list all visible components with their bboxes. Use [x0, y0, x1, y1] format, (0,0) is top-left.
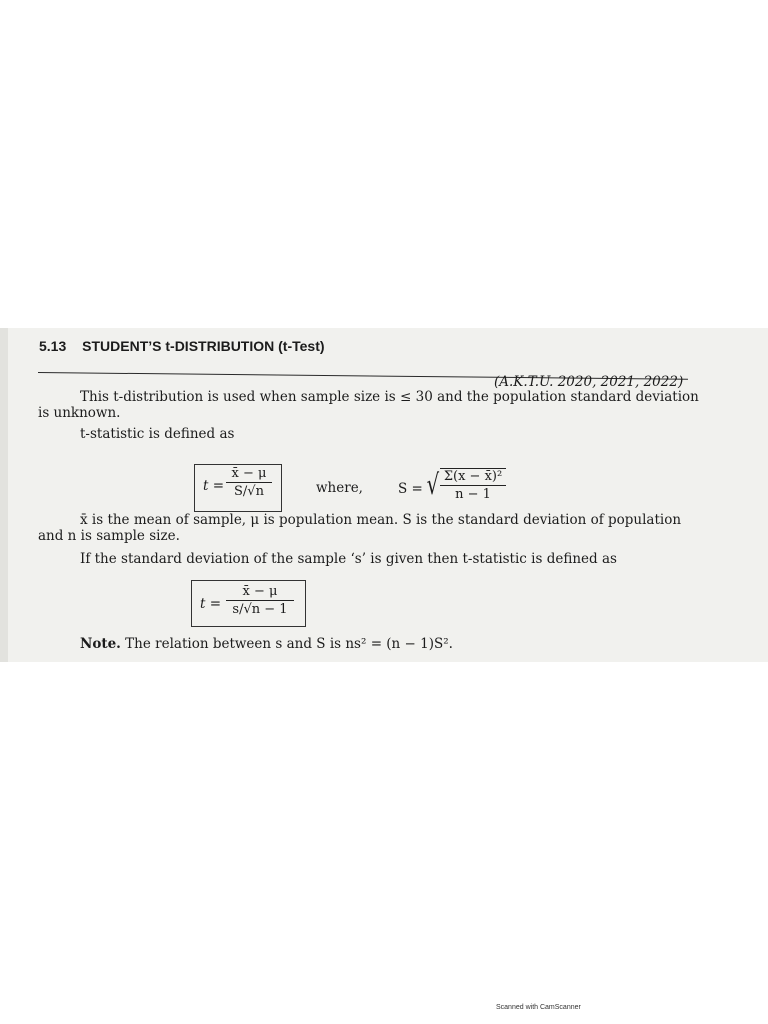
formula1-denominator: S/√n — [234, 484, 264, 499]
exam-citation: (A.K.T.U. 2020, 2021, 2022) — [494, 374, 684, 390]
formula2-denominator: n − 1 — [455, 487, 491, 502]
para1-line1: This t-distribution is used when sample size is ≤ 30 and the population standard deviation — [80, 389, 699, 405]
formula2-bar — [440, 485, 506, 486]
formula1-bar — [226, 482, 272, 483]
page-edge — [0, 328, 8, 662]
formula3-bar — [226, 600, 294, 601]
para2-line2: and n is sample size. — [38, 528, 180, 544]
section-title: STUDENT’S t-DISTRIBUTION (t-Test) — [82, 338, 325, 354]
formula3-fraction — [226, 584, 294, 617]
section-number: 5.13 — [39, 338, 67, 354]
section-heading — [39, 338, 325, 354]
formula2-radical: √ — [426, 468, 440, 501]
scanner-watermark: Scanned with CamScanner — [496, 1004, 581, 1011]
note-label: Note. — [80, 636, 121, 652]
para1-line3: t-statistic is defined as — [80, 426, 235, 442]
formula3-denominator: s/√n − 1 — [232, 602, 288, 617]
para2-line3: If the standard deviation of the sample ‘s’ is given then t-statistic is defined as — [80, 551, 617, 567]
formula2-numerator: Σ(x − x̄)² — [443, 469, 503, 484]
formula3-lhs: t = — [200, 596, 222, 612]
where-label: where, — [316, 480, 363, 496]
formula2-lhs: S = — [398, 481, 423, 497]
formula1-fraction — [226, 466, 272, 499]
note-text: The relation between s and S is ns² = (n − 1)S². — [125, 636, 453, 652]
formula1-lhs: t = — [203, 478, 225, 494]
note-line — [80, 636, 453, 652]
para1-line2: is unknown. — [38, 405, 121, 421]
para2-line1: x̄ is the mean of sample, μ is population mean. S is the standard deviation of population — [80, 512, 682, 528]
formula3-numerator: x̄ − μ — [242, 584, 278, 599]
formula1-numerator: x̄ − μ — [231, 466, 267, 481]
formula2-fraction — [440, 468, 506, 502]
